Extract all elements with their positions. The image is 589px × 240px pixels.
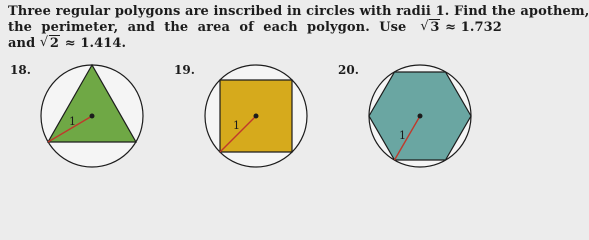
sqrt-2 [40, 36, 60, 52]
approx-value: ≈ 1.414. [64, 36, 127, 51]
figure-square-in-circle [204, 62, 308, 170]
approx-value: ≈ 1.732 [445, 20, 502, 35]
statement-line-2 [8, 20, 502, 36]
center-point [418, 114, 423, 119]
figure-hexagon-in-circle [368, 62, 472, 170]
word: area [197, 20, 231, 35]
statement-line-3 [8, 36, 502, 52]
word: of [239, 20, 254, 35]
word: each [263, 20, 298, 35]
figure-number-19: 19. [174, 63, 195, 77]
figure-triangle-in-circle [40, 62, 144, 170]
word: and [127, 20, 155, 35]
radicand: 3 [430, 20, 440, 35]
center-point [90, 114, 95, 119]
figure-number-18: 18. [10, 63, 31, 77]
radicand: 2 [49, 36, 60, 51]
word: the [8, 20, 33, 35]
radius-label: 1 [233, 119, 240, 132]
word: Use [379, 20, 407, 35]
radius-label: 1 [69, 115, 76, 128]
figure-number-20: 20. [338, 63, 359, 77]
statement-line-1: Three regular polygons are inscribed in circles with radii 1. Find the apothem, [8, 4, 589, 19]
sqrt-3 [420, 20, 440, 36]
word: and [8, 36, 36, 51]
word: polygon. [307, 20, 370, 35]
radical-sign: √ [420, 19, 429, 34]
problem-statement [8, 4, 589, 52]
sqrt3-group [379, 20, 502, 36]
word: the [164, 20, 189, 35]
center-point [254, 114, 259, 119]
word: perimeter, [41, 20, 119, 35]
radical-sign: √ [39, 35, 49, 50]
radius-label: 1 [399, 129, 406, 142]
